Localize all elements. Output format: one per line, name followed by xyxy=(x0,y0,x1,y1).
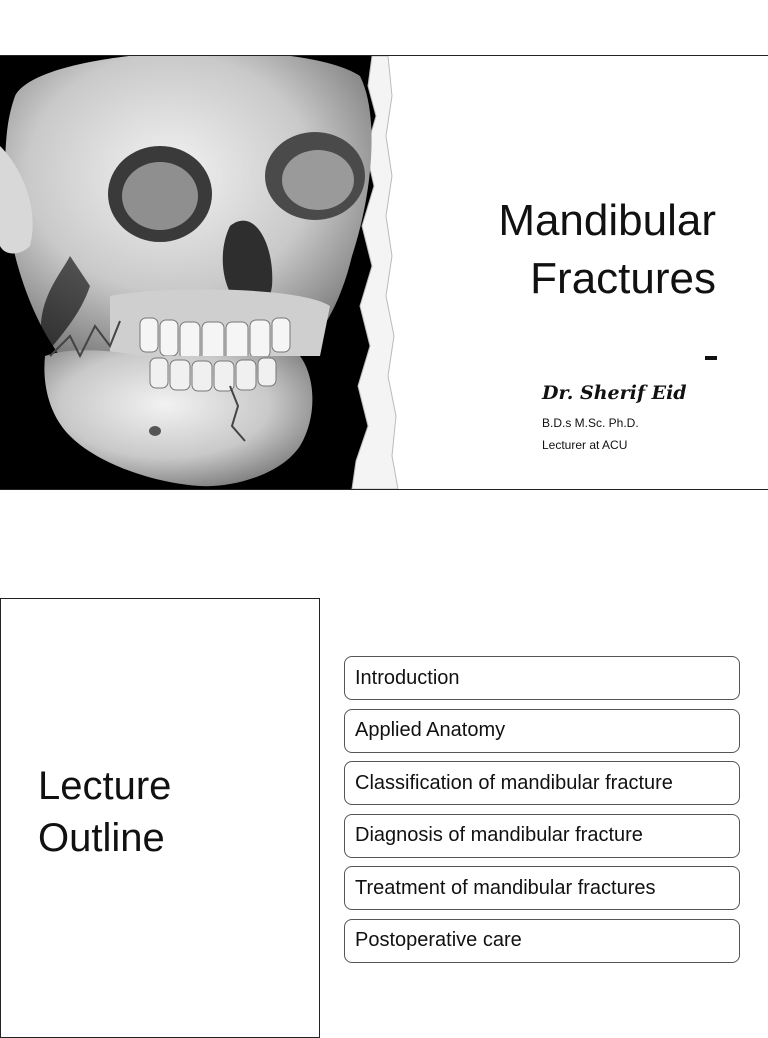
outline-item-classification: Classification of mandibular fracture xyxy=(344,761,740,805)
author-name: Dr. Sherif Eid xyxy=(542,382,687,404)
presentation-title xyxy=(498,192,716,308)
author-credentials: B.D.s M.Sc. Ph.D. xyxy=(542,416,639,430)
outline-item-treatment: Treatment of mandibular fractures xyxy=(344,866,740,910)
skull-ct-image xyxy=(0,56,400,489)
outline-item-diagnosis: Diagnosis of mandibular fracture xyxy=(344,814,740,858)
outline-item-applied-anatomy: Applied Anatomy xyxy=(344,709,740,753)
title-line-2: Fractures xyxy=(530,254,716,303)
author-affiliation: Lecturer at ACU xyxy=(542,438,628,452)
outline-title xyxy=(38,760,171,864)
outline-title-line-2: Outline xyxy=(38,816,165,860)
outline-title-line-1: Lecture xyxy=(38,764,172,808)
outline-list xyxy=(344,656,740,971)
title-dash xyxy=(705,356,717,360)
title-slide xyxy=(0,55,768,490)
outline-item-introduction: Introduction xyxy=(344,656,740,700)
title-line-1: Mandibular xyxy=(498,196,716,245)
outline-item-postoperative-care: Postoperative care xyxy=(344,919,740,963)
